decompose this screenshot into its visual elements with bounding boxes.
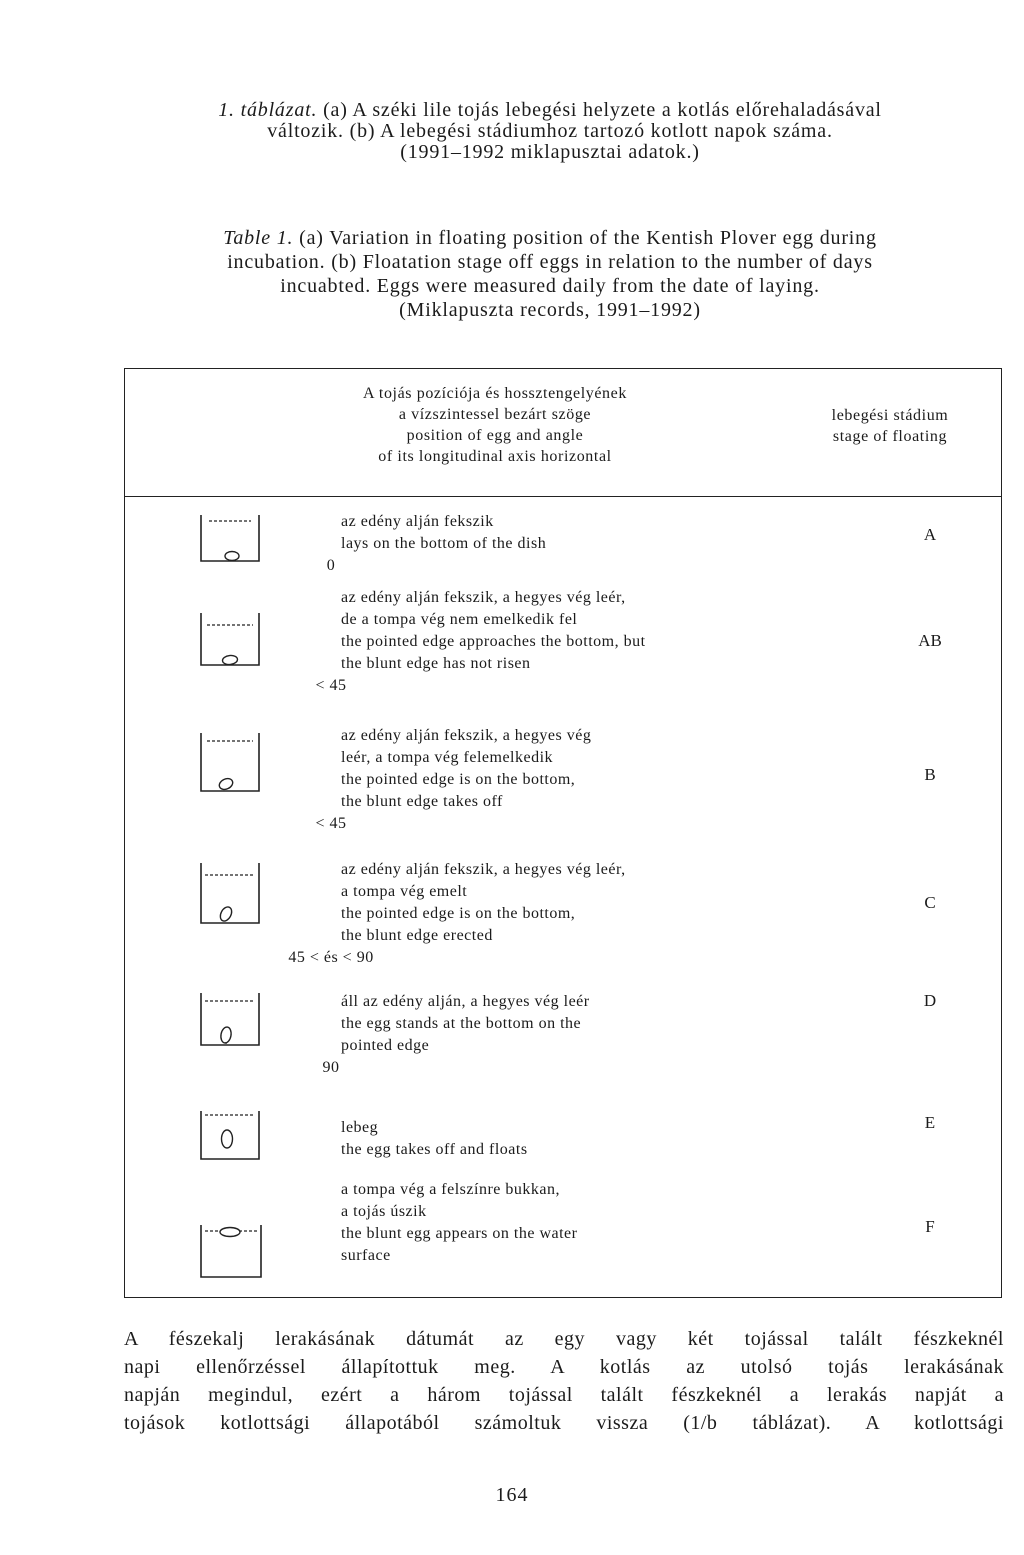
header-stage-line: stage of floating — [832, 428, 948, 445]
floating-stage-table — [124, 368, 1002, 1298]
row-line: az edény alján fekszik, a hegyes vég leér, — [341, 589, 626, 606]
table-row-a — [326, 511, 581, 577]
caption-hu-lead: 1. táblázat. — [218, 99, 318, 121]
row-line: az edény alján fekszik, a hegyes vég leér, — [341, 861, 626, 878]
caption-en-line1: (a) Variation in floating position of the Kentish Plover egg during — [293, 227, 877, 249]
body-line: A fészekalj lerakásának dátumát az egy vagy két tojással talált fészkeknél — [124, 1328, 1004, 1350]
table-row-e — [341, 1117, 528, 1161]
header-position-line: of its longitudinal axis horizontal — [378, 448, 612, 465]
header-stage-line: lebegési stádium — [831, 407, 949, 424]
table-row-d — [322, 991, 590, 1079]
row-line: de a tompa vég nem emelkedik fel — [341, 611, 578, 628]
egg-position-figure-c — [199, 861, 263, 925]
row-line: a tompa vég emelt — [341, 883, 468, 900]
header-divider — [125, 496, 1001, 497]
header-position-line: A tojás pozíciója és hossztengelyének — [363, 385, 627, 402]
egg-position-figure-e — [199, 1109, 263, 1161]
header-stage — [787, 405, 993, 447]
table-row-c — [288, 859, 626, 969]
stage-label: D — [923, 991, 937, 1010]
caption-hu-line3: (1991–1992 miklapusztai adatok.) — [400, 141, 700, 163]
header-position — [255, 383, 735, 467]
row-line: the pointed edge is on the bottom, — [341, 905, 576, 922]
row-angle: < 45 — [315, 815, 347, 832]
row-line: az edény alján fekszik — [341, 513, 494, 530]
table-row-b — [315, 725, 592, 835]
row-angle: < 45 — [315, 677, 347, 694]
row-line: surface — [341, 1247, 391, 1264]
row-line: the blunt edge takes off — [341, 793, 503, 810]
egg-position-figure-b — [199, 731, 263, 793]
table-caption-hungarian — [110, 100, 990, 163]
body-line: tojások kotlottsági állapotából számoltuk vissza (1/b táblázat). A kotlottsági — [124, 1412, 1004, 1434]
row-line: lebeg — [341, 1119, 379, 1136]
row-line: the egg stands at the bottom on the — [341, 1015, 582, 1032]
row-line: az edény alján fekszik, a hegyes vég — [341, 727, 592, 744]
caption-en-lead: Table 1. — [223, 227, 294, 249]
row-angle: 45 < és < 90 — [288, 949, 374, 966]
caption-hu-line1: (a) A széki lile tojás lebegési helyzete a kotlás előrehaladásával — [317, 99, 882, 121]
body-paragraph — [124, 1325, 1004, 1437]
row-line: áll az edény alján, a hegyes vég leér — [341, 993, 590, 1010]
stage-label: AB — [918, 631, 942, 650]
stage-label: F — [925, 1217, 935, 1236]
stage-label: C — [924, 893, 936, 912]
row-line: the blunt edge has not risen — [341, 655, 531, 672]
row-line: the egg takes off and floats — [341, 1141, 528, 1158]
row-line: leér, a tompa vég felemelkedik — [341, 749, 554, 766]
header-position-line: position of egg and angle — [406, 427, 584, 444]
table-row-ab — [315, 587, 646, 697]
table-caption-english — [110, 226, 990, 322]
row-line: lays on the bottom of the dish — [341, 535, 547, 552]
egg-position-figure-f — [199, 1221, 265, 1279]
table-row-f — [341, 1179, 577, 1267]
row-line: pointed edge — [341, 1037, 430, 1054]
stage-label: B — [924, 765, 936, 784]
body-line: napján megindul, ezért a három tojással talált fészkeknél a lerakás napját a — [124, 1384, 1004, 1406]
row-angle: 90 — [322, 1059, 340, 1076]
page-number: 164 — [495, 1484, 529, 1506]
header-position-line: a vízszintessel bezárt szöge — [398, 406, 592, 423]
row-angle: 0 — [326, 557, 336, 574]
stage-label: E — [924, 1113, 936, 1132]
row-line: the blunt egg appears on the water — [341, 1225, 578, 1242]
caption-en-line4: (Miklapuszta records, 1991–1992) — [399, 299, 701, 321]
row-line: a tompa vég a felszínre bukkan, — [341, 1181, 560, 1198]
stage-label: A — [923, 525, 937, 544]
row-line: the blunt edge erected — [341, 927, 493, 944]
caption-en-line3: incuabted. Eggs were measured daily from the date of laying. — [280, 275, 820, 297]
caption-hu-line2: változik. (b) A lebegési stádiumhoz tartozó kotlott napok száma. — [267, 120, 833, 142]
egg-position-figure-d — [199, 991, 263, 1047]
egg-position-figure-ab — [199, 611, 263, 667]
caption-en-line2: incubation. (b) Floatation stage off eggs in relation to the number of days — [227, 251, 873, 273]
row-line: the pointed edge approaches the bottom, but — [341, 633, 646, 650]
row-line: the pointed edge is on the bottom, — [341, 771, 576, 788]
row-line: a tojás úszik — [341, 1203, 427, 1220]
body-line: napi ellenőrzéssel állapítottuk meg. A kotlás az utolsó tojás lerakásának — [124, 1356, 1004, 1378]
